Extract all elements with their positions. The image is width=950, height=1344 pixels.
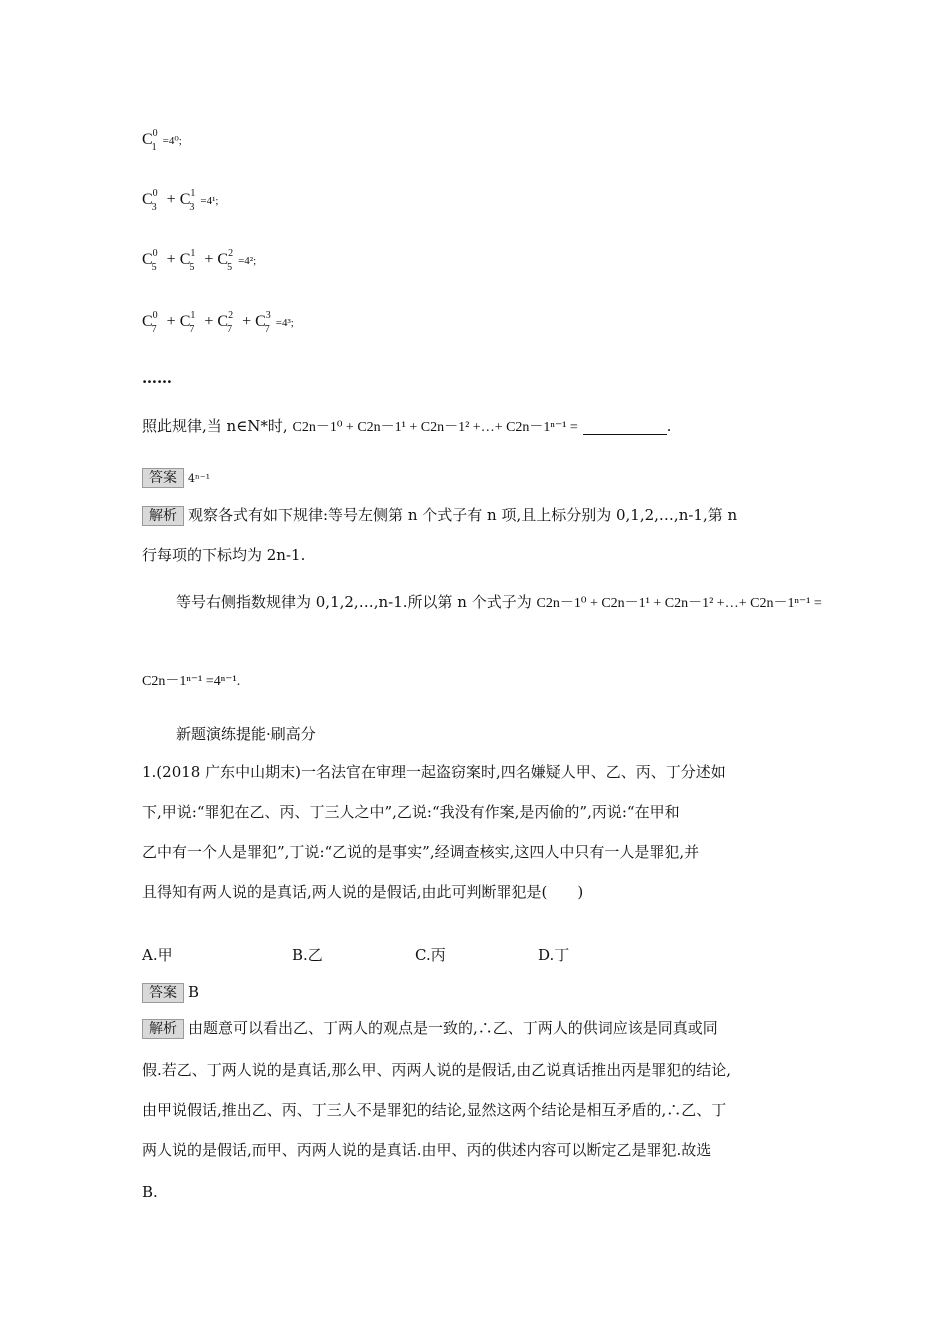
analysis-tag: 解析 xyxy=(142,1019,184,1039)
answer-value: B xyxy=(188,983,200,1001)
option-d: D.丁 xyxy=(538,946,570,964)
answer-1 xyxy=(142,467,210,489)
option-a: A.甲 xyxy=(142,946,173,964)
analysis-1-line-1: 解析 观察各式有如下规律:等号左侧第 n 个式子有 n 项,且上标分别为 0,1,2,…,n-1,第 n xyxy=(142,505,737,526)
analysis-1-line-3: 等号右侧指数规律为 0,1,2,…,n-1.所以第 n 个式子为 C2n－1⁰ + C2n－1¹ + C2n－1² +…+ C2n－1ⁿ⁻¹ = xyxy=(176,593,822,611)
formula-1: $C^0_1=4^0$; xyxy=(142,128,182,153)
problem-1-line-3: 乙中有一个人是罪犯”,丁说:“乙说的是事实”,经调查核实,这四人中只有一人是罪犯,并 xyxy=(142,843,700,861)
answer-tag: 答案 xyxy=(142,468,184,488)
question-line: 照此规律,当 n∈N*时, C2n－1⁰ + C2n－1¹ + C2n－1² +…+ C2n－1ⁿ⁻¹ = . xyxy=(142,417,672,435)
formula-2: $C^0_3 + C^1_3=4^1$; xyxy=(142,188,219,213)
option-c: C.丙 xyxy=(415,946,446,964)
answer-tag: 答案 xyxy=(142,983,184,1003)
analysis-tag: 解析 xyxy=(142,506,184,526)
answer-value: 4ⁿ⁻¹ xyxy=(188,472,210,485)
analysis-2-line-1: 解析 由题意可以看出乙、丁两人的观点是一致的,∴乙、丁两人的供词应该是同真或同 xyxy=(142,1018,718,1039)
problem-1-line-1: 1.(2018 广东中山期末)一名法官在审理一起盗窃案时,四名嫌疑人甲、乙、丙、丁分述如 xyxy=(142,763,726,781)
question-prefix: 照此规律,当 n∈N*时, xyxy=(142,417,288,435)
option-b: B.乙 xyxy=(292,946,323,964)
formula-3: $C^0_5 + C^1_5 + C^2_5=4^2$; xyxy=(142,248,257,273)
analysis-2-line-3: 由甲说假话,推出乙、丙、丁三人不是罪犯的结论,显然这两个结论是相互矛盾的,∴乙、丁 xyxy=(142,1101,727,1119)
question-sum: C2n－1⁰ + C2n－1¹ + C2n－1² +…+ C2n－1ⁿ⁻¹ = xyxy=(292,420,578,435)
section-title: 新题演练提能·刷高分 xyxy=(176,725,316,743)
analysis-2-line-5: B. xyxy=(142,1183,158,1201)
analysis-2-line-4: 两人说的是假话,而甲、丙两人说的是真话.由甲、丙的供述内容可以断定乙是罪犯.故选 xyxy=(142,1141,712,1159)
ellipsis: …… xyxy=(142,369,172,387)
analysis-1-line-4: C2n－1ⁿ⁻¹ =4ⁿ⁻¹. xyxy=(142,674,241,689)
formula-4: $C^0_7 + C^1_7 + C^2_7 + C^3_7=4^3$; xyxy=(142,310,294,335)
problem-1-line-4: 且得知有两人说的是真话,两人说的是假话,由此可判断罪犯是( ) xyxy=(142,883,584,901)
problem-1-line-2: 下,甲说:“罪犯在乙、丙、丁三人之中”,乙说:“我没有作案,是丙偷的”,丙说:“在甲和 xyxy=(142,803,680,821)
analysis-1-line-2: 行每项的下标均为 2n-1. xyxy=(142,546,306,564)
answer-blank xyxy=(583,420,667,435)
answer-2 xyxy=(142,982,199,1003)
analysis-sum: C2n－1⁰ + C2n－1¹ + C2n－1² +…+ C2n－1ⁿ⁻¹ = xyxy=(536,596,822,611)
analysis-2-line-2: 假.若乙、丁两人说的是真话,那么甲、丙两人说的是假话,由乙说真话推出丙是罪犯的结论, xyxy=(142,1061,732,1079)
